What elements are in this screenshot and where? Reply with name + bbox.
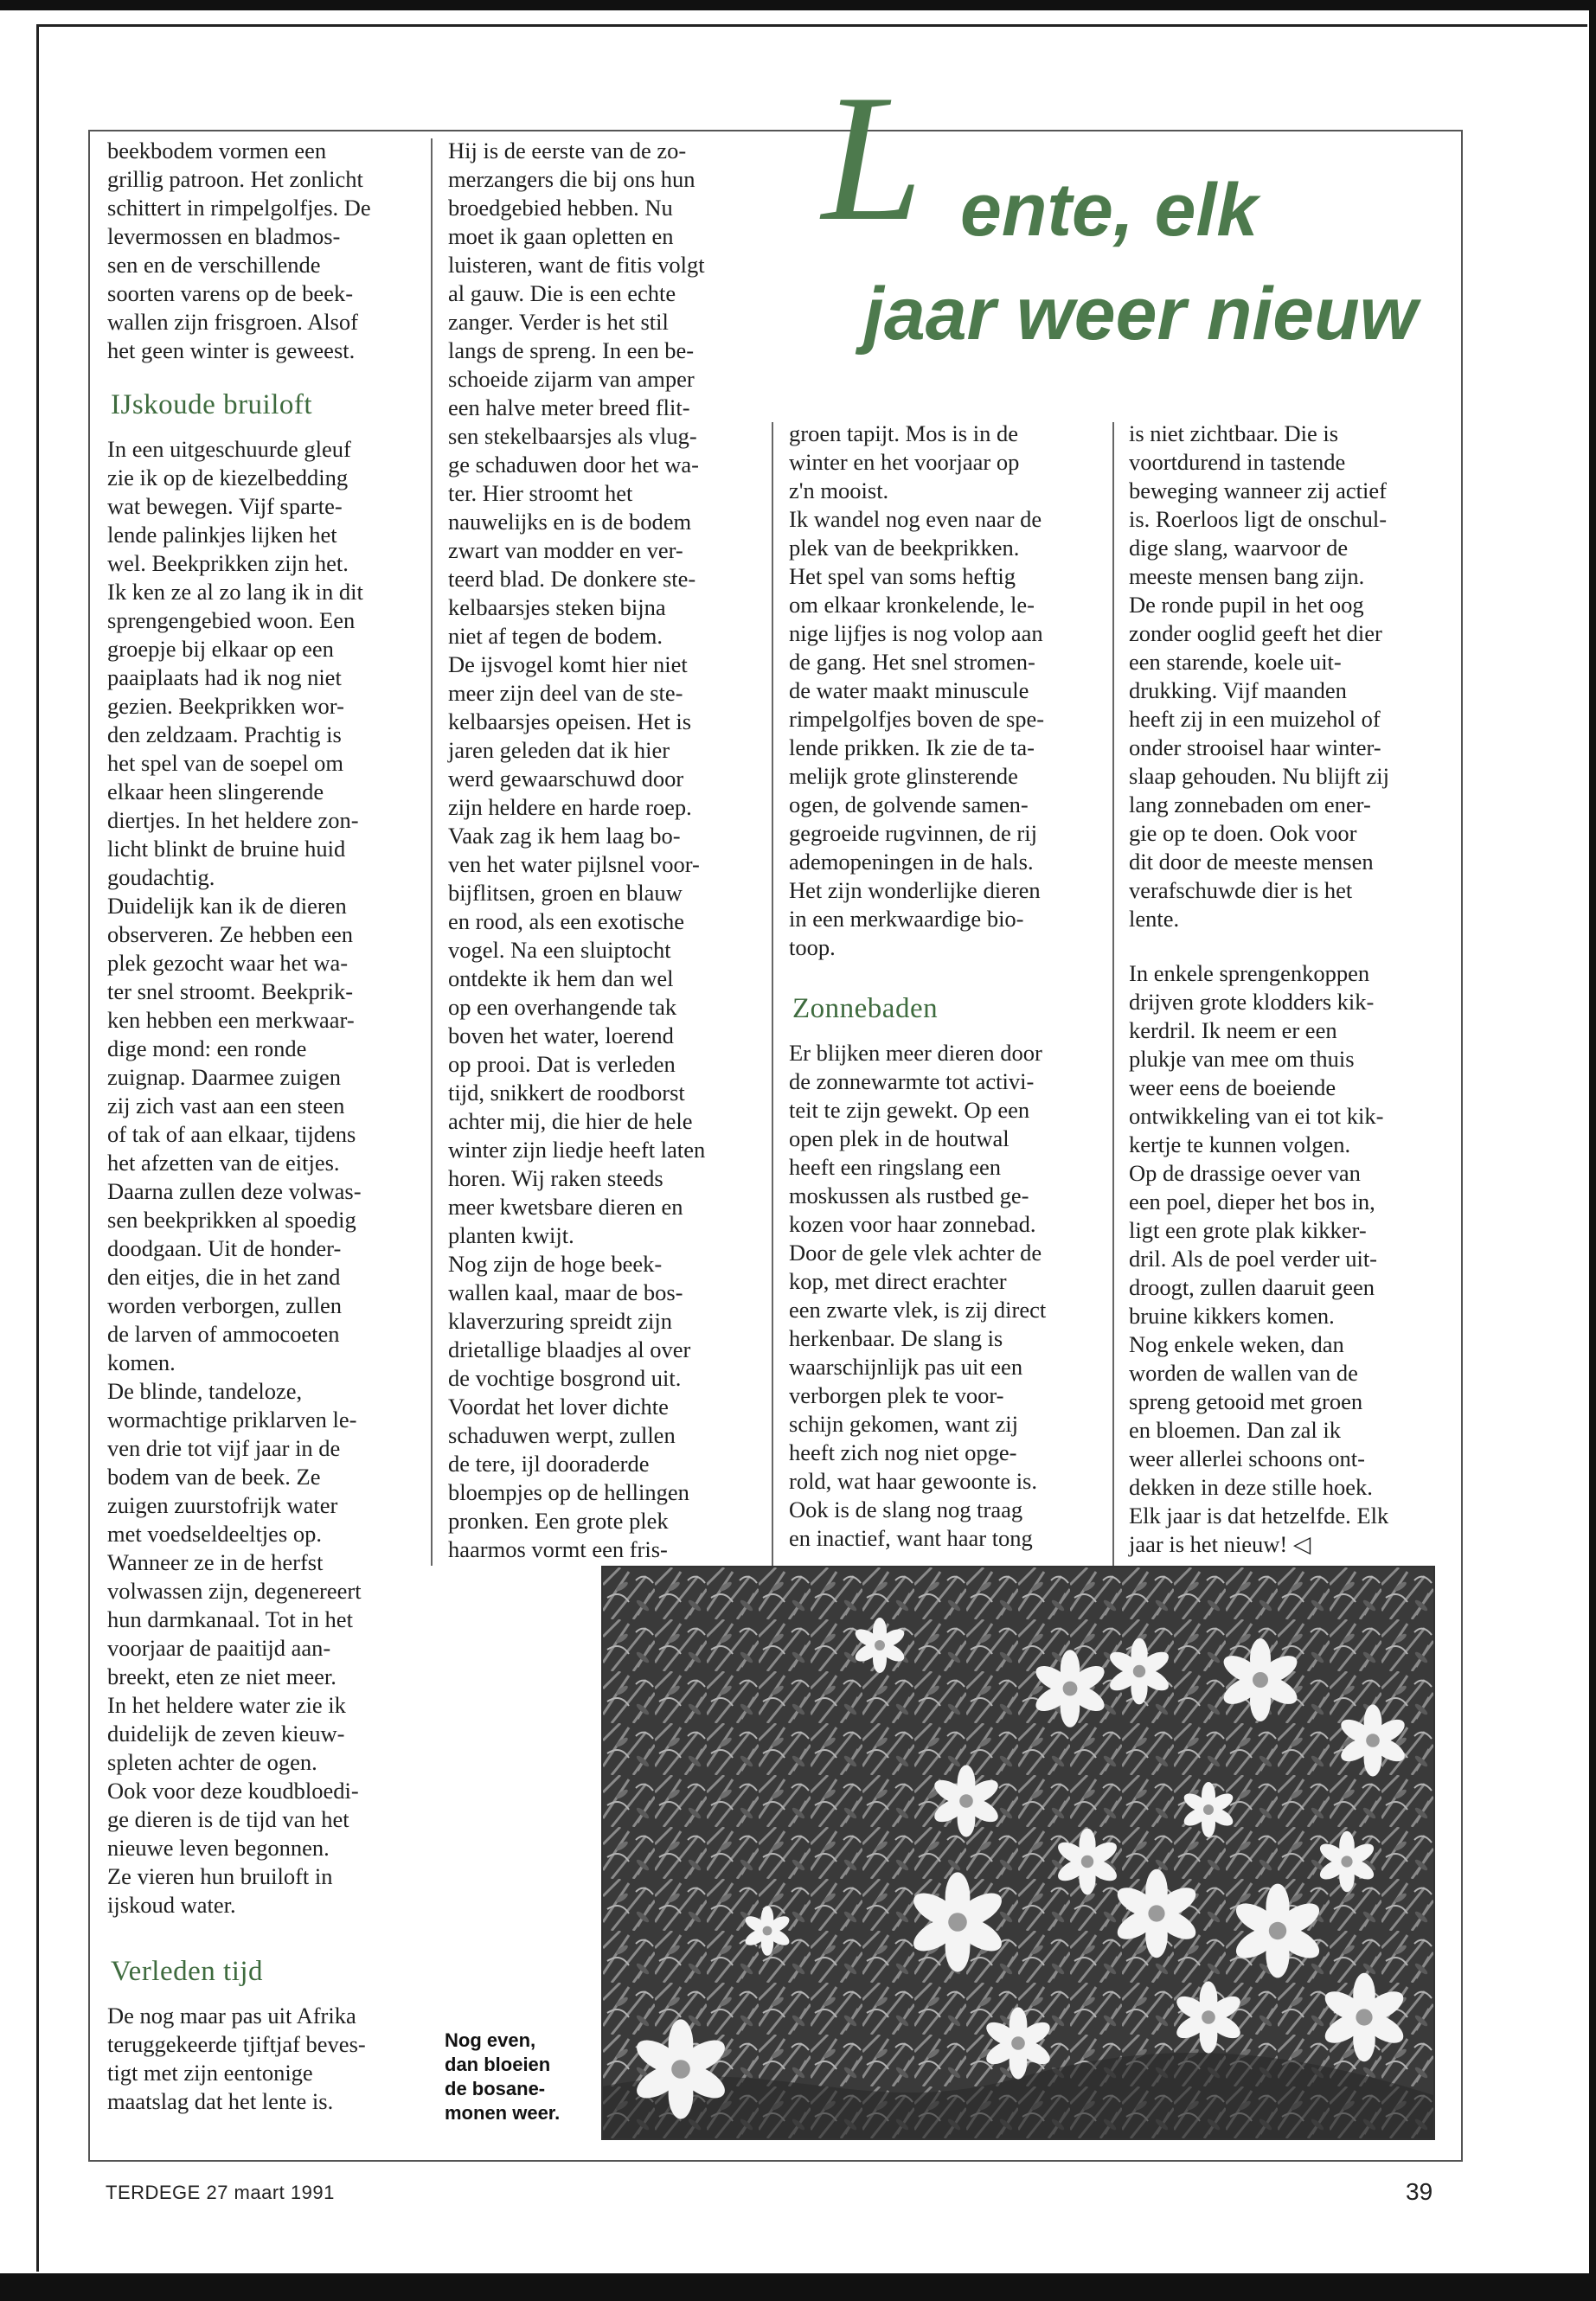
subheading-zonnebaden: Zonnebaden [792,993,939,1024]
title-line-2: jaar weer nieuw [863,272,1418,356]
page-number: 39 [1406,2178,1433,2205]
subheading-ijskoude-bruiloft: IJskoude bruiloft [111,389,313,420]
column-1-paragraph-1: beekbodem vormen een grillig patroon. Het zonlicht schittert in rimpelgolfjes. De levermossen en bladmos- sen en de verschillende soorten varens op de beek- wallen zijn frisgroen. Alsof het geen winter is geweest. [107,138,371,363]
scan-edge-right [1589,0,1596,2301]
column-4-paragraph-1: is niet zichtbaar. Die is voortdurend in tastende beweging wanneer zij actief is. Roerloos ligt de onschul- dige slang, waarvoor de meeste mensen bang zijn. De ronde pupil in het oog zonder ooglid geeft het dier een starende, koele uit- drukking. Vijf maanden heeft zij in een muizehol of onder strooisel haar winter- slaap gehouden. Nu blijft zij lang zonnebaden om ener- gie op te doen. Ook voor dit door de meeste mensen verafschuwde dier is het lente. [1129,420,1389,932]
column-3-paragraph-1: groen tapijt. Mos is in de winter en het voorjaar op z'n mooist. Ik wandel nog even naar de plek van de beekprikken. Het spel van soms heftig om elkaar kronkelende, le- nige lijfjes is nog volop aan de gang. Het snel stromen- de water maakt minuscule rimpelgolfjes boven de spe- lende prikken. Ik zie de ta- melijk grote glinsterende ogen, de golvende samen- gegroeide rugvinnen, de rij ademopeningen in de hals. Het zijn wonderlijke dieren in een merkwaardige bio- toop. [789,420,1045,960]
subheading-verleden-tijd: Verleden tijd [111,1956,264,1987]
title-line-1: ente, elk [960,169,1259,252]
column-rule-3 [1112,422,1114,1566]
paragraph-gap [1129,933,1440,959]
column-rule-1 [431,138,433,1566]
article-column-1 [107,137,419,2116]
column-1-paragraph-3: De nog maar pas uit Afrika teruggekeerde tjiftjaf beves- tigt met zijn eentonige maatslag dat het lente is. [107,2003,366,2114]
column-2-paragraph-1: Hij is de eerste van de zo- merzangers die bij ons hun broedgebied hebben. Nu moet ik gaan opletten en luisteren, want de fitis volgt al gauw. Die is een echte zanger. Verder is het stil langs de spreng. In een be- schoeide zijarm van amper een halve meter breed flit- sen stekelbaarsjes als vlug- ge schaduwen door het wa- ter. Hier stroomt het nauwelijks en is de bodem zwart van modder en ver- teerd blad. De donkere ste- kelbaarsjes steken bijna niet af tegen de bodem. De ijsvogel komt hier niet meer zijn deel van de ste- kelbaarsjes opeisen. Het is jaren geleden dat ik hier werd gewaarschuwd door zijn heldere en harde roep. Vaak zag ik hem laag bo- ven het water pijlsnel voor- bijflitsen, groen en blauw en rood, als een exotische vogel. Na een sluiptocht ontdekte ik hem dan wel op een overhangende tak boven het water, loerend op prooi. Dat is verleden tijd, snikkert de roodborst achter mij, die hier de hele winter zijn liedje heeft laten horen. Wij raken steeds meer kwetsbare dieren en planten kwijt. Nog zijn de hoge beek- wallen kaal, maar de bos- klaverzuring spreidt zijn drietallige blaadjes al over de vochtige bosgrond uit. Voordat het lover dichte schaduwen werpt, zullen de tere, ijl dooraderde bloempjes op de hellingen pronken. Een grote plek haarmos vormt een fris- [448,138,706,1562]
column-rule-2 [772,422,773,1566]
column-3-paragraph-2: Er blijken meer dieren door de zonnewarmte tot activi- teit te zijn gewekt. Op een open plek in de houtwal heeft een ringslang een moskussen als rustbed ge- kozen voor haar zonnebad. Door de gele vlek achter de kop, met direct erachter een zwarte vlek, is zij direct herkenbaar. De slang is waarschijnlijk pas uit een verborgen plek te voor- schijn gekomen, want zij heeft zich nog niet opge- rold, wat haar gewoonte is. Ook is de slang nog traag en inactief, want haar tong [789,1040,1047,1551]
title-initial: L [822,58,923,259]
article-column-2 [448,137,760,1564]
publication-footer: TERDEGE 27 maart 1991 [106,2182,335,2203]
column-1-paragraph-2: In een uitgeschuurde gleuf zie ik op de kiezelbedding wat bewegen. Vijf sparte- lende palinkjes lijken het wel. Beekprikken zijn het. Ik ken ze al zo lang ik in dit sprengengebied woon. Een groepje bij elkaar op een paaiplaats had ik nog niet gezien. Beekprikken wor- den zeldzaam. Prachtig is het spel van de soepel om elkaar heen slingerende diertjes. In het heldere zon- licht blinkt de bruine huid goudachtig. Duidelijk kan ik de dieren observeren. Ze hebben een plek gezocht waar het wa- ter snel stroomt. Beekprik- ken hebben een merkwaar- dige mond: een ronde zuignap. Daarmee zuigen zij zich vast aan een steen of tak of aan elkaar, tijdens het afzetten van de eitjes. Daarna zullen deze volwas- sen beekprikken al spoedig doodgaan. Uit de honder- den eitjes, die in het zand worden verborgen, zullen de larven of ammocoeten komen. De blinde, tandeloze, wormachtige priklarven le- ven drie tot vijf jaar in de bodem van de beek. Ze zuigen zuurstofrijk water met voedseldeeltjes op. Wanneer ze in de herfst volwassen zijn, degenereert hun darmkanaal. Tot in het voorjaar de paaitijd aan- breekt, eten ze niet meer. In het heldere water zie ik duidelijk de zeven kieuw- spleten achter de ogen. Ook voor deze koudbloedi- ge dieren is de tijd van het nieuwe leven begonnen. Ze vieren hun bruiloft in ijskoud water. [107,436,363,1918]
flower-photo-illustration [603,1567,1433,2138]
wood-anemone-photo [601,1566,1435,2140]
article-column-3 [789,420,1100,1553]
photo-caption: Nog even, dan bloeien de bosane- monen weer. [445,2029,561,2124]
scan-edge-bottom [0,2273,1596,2301]
article-column-4 [1129,420,1440,1559]
scan-edge-top [0,0,1596,10]
column-4-paragraph-2: In enkele sprengenkoppen drijven grote klodders kik- kerdril. Ik neem er een plukje van mee om thuis weer eens de boeiende ontwikkeling van ei tot kik- kertje te kunnen volgen. Op de drassige oever van een poel, dieper het bos in, ligt een grote plak kikker- dril. Als de poel verder uit- droogt, zullen daaruit geen bruine kikkers komen. Nog enkele weken, dan worden de wallen van de spreng getooid met groen en bloemen. Dan zal ik weer allerlei schoons ont- dekken in deze stille hoek. Elk jaar is dat hetzelfde. Elk jaar is het nieuw! ◁ [1129,960,1389,1557]
